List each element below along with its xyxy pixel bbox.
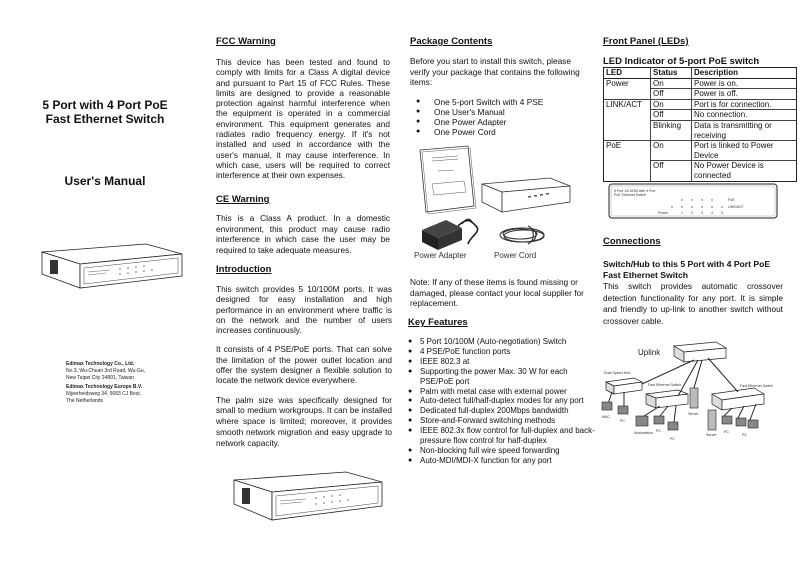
company-addresses: Edimax Technology Co., Ltd. No.3, Wu-Chuan 3rd Road, Wu-Gu, New Taipei City 24891, Taiwan Edimax Technology Europe B.V. Nijverheidsweg 34, 5683 CJ Best, The Netherlands <box>66 361 146 405</box>
power-adapter-icon <box>422 219 478 250</box>
list-item: ● Dedicated full-duplex 200Mbps bandwidth <box>408 406 598 416</box>
package-section <box>410 36 590 137</box>
caption-power-cord: Power Cord <box>494 251 537 260</box>
list-item: ● One User's Manual <box>416 107 590 117</box>
package-heading: Package Contents <box>410 36 493 47</box>
intro-para-2: It consists of 4 PSE/PoE ports. That can solve the limitation of the power outlet location and offer the system designer a flexible solution to locate the network device everywhere. <box>216 344 392 386</box>
features-section <box>408 317 598 466</box>
features-heading: Key Features <box>408 317 468 328</box>
svg-text:LINK/ACT: LINK/ACT <box>728 205 744 209</box>
col-status: Status <box>651 68 692 78</box>
switch-icon <box>482 178 570 212</box>
package-note <box>410 277 590 309</box>
svg-text:PC: PC <box>724 430 729 434</box>
svg-text:MAC: MAC <box>602 415 610 419</box>
fcc-heading: FCC Warning <box>216 36 276 47</box>
svg-text:4: 4 <box>711 211 713 215</box>
table-row: Off Power is off. <box>604 89 796 100</box>
list-item: ● IEEE 802.3x flow control for full-duplex and back-pressure flow control for half-duplex <box>408 426 598 446</box>
led-table-frame <box>603 67 797 182</box>
connections-subheading: Switch/Hub to this 5 Port with 4 Port PoE Fast Ethernet Switch <box>603 259 771 280</box>
svg-text:3: 3 <box>701 211 703 215</box>
package-note-text: Note: If any of these items is found missing or damaged, please contact your local supplier for replacement. <box>410 277 584 308</box>
list-item: ● Store-and-Forward switching methods <box>408 416 598 426</box>
power-cord-icon <box>500 226 544 244</box>
intro-para-1: This switch provides 5 10/100M ports. It was designed for easy installation and high performance in an environment where traffic is on the network and the number of users increases continuously. <box>216 284 392 336</box>
list-item: ● Auto-MDI/MDI-X function for any port <box>408 456 598 466</box>
company-name-taiwan: Edimax Technology Co., Ltd. <box>66 361 135 367</box>
svg-text:PoE Ethernet Switch: PoE Ethernet Switch <box>614 193 647 197</box>
svg-text:PC: PC <box>670 437 675 441</box>
list-item: ● One 5-port Switch with 4 PSE <box>416 97 590 107</box>
uplink-label: Uplink <box>638 348 661 357</box>
list-item: ● Non-blocking full wire speed forwarding <box>408 446 598 456</box>
svg-text:Fast Ethernet Switch: Fast Ethernet Switch <box>648 383 682 387</box>
ce-body: This is a Class A product. In a domestic environment, this product may cause radio interference in which case the user may be required to take adequate measures. <box>216 213 390 255</box>
list-item: ● 4 PSE/PoE function ports <box>408 347 598 357</box>
table-row: LINK/ACT On Port is for connection. <box>604 99 796 110</box>
cover-subtitle: User's Manual <box>64 174 146 188</box>
network-diagram <box>598 336 802 446</box>
svg-text:Server: Server <box>706 433 717 437</box>
company-name-europe: Edimax Technology Europe B.V. <box>66 383 143 390</box>
front-panel-heading: Front Panel (LEDs) <box>603 36 689 47</box>
manual-icon <box>420 146 476 214</box>
table-row: PoE On Port is linked to Power Device <box>604 141 796 161</box>
fcc-section <box>216 36 390 181</box>
table-row: Off No Power Device is connected <box>604 161 796 181</box>
list-item: ● One Power Adapter <box>416 117 590 127</box>
table-row: Power On Power is on. <box>606 78 739 88</box>
col-led: LED <box>604 68 651 78</box>
intro-section <box>216 264 392 449</box>
package-illustration <box>410 140 590 265</box>
fcc-body: This device has been tested and found to comply with limits for a Class A digital device and pursuant to Part 15 of FCC Rules. These limits are designed to provide a reasonable protection against harmful interference when the equipment is operated in a commercial environment. This equipment generates and radiates radio frequency energy. If it's not installed and used in accordance with the user's manual, it may cause interference. In which case, users will be required to correct interference at their own expenses. <box>216 57 390 181</box>
list-item: ● IEEE 802.3 at <box>408 357 598 367</box>
svg-text:PC: PC <box>656 429 661 433</box>
svg-text:5: 5 <box>721 211 723 215</box>
svg-text:Power: Power <box>658 211 668 215</box>
list-item: ● Palm with metal case with external power <box>408 387 598 397</box>
svg-text:1: 1 <box>681 211 683 215</box>
package-intro: Before you start to install this switch, please verify your package that contains the following items: <box>410 56 580 87</box>
caption-power-adapter: Power Adapter <box>414 251 467 260</box>
svg-text:PC: PC <box>620 419 625 423</box>
intro-heading: Introduction <box>216 264 272 275</box>
list-item: ● One Power Cord <box>416 127 590 137</box>
list-item: ● 5 Port 10/100M (Auto-negotiation) Switch <box>408 337 598 347</box>
svg-text:2: 2 <box>691 211 693 215</box>
package-list <box>416 97 590 138</box>
connections-section <box>603 236 783 327</box>
svg-text:Fast Ethernet Switch: Fast Ethernet Switch <box>740 384 774 388</box>
features-list <box>408 337 598 466</box>
ce-heading: CE Warning <box>216 194 270 205</box>
led-table-title: LED Indicator of 5-port PoE switch <box>603 56 760 67</box>
svg-text:Workstation: Workstation <box>634 431 653 435</box>
switch-illustration-intro <box>228 466 388 526</box>
connections-body: This switch provides automatic crossover detection functionality for any port. It is simple and friendly to up-link to another switch without crossover cable. <box>603 281 783 326</box>
switch-illustration-cover <box>36 238 186 294</box>
led-table <box>604 68 796 181</box>
svg-text:Server: Server <box>688 412 699 416</box>
svg-text:PoE: PoE <box>728 198 735 202</box>
front-panel-section <box>603 36 799 187</box>
intro-para-3: The palm size was specifically designed for small to medium workgroups. It can be installed where space is limited; moreover, it provides smooth network migration and easy upgrade to network capacity. <box>216 394 392 448</box>
list-item: ● Supporting the power Max. 30 W for each PSE/PoE port <box>408 367 598 387</box>
front-panel-diagram <box>608 183 778 219</box>
table-row: Off No connection. <box>604 110 796 121</box>
svg-text:PC: PC <box>742 433 747 437</box>
svg-text:Dual Speed Hub: Dual Speed Hub <box>604 371 631 375</box>
cover-title: 5 Port with 4 Port PoE Fast Ethernet Switch <box>42 98 168 126</box>
ce-section <box>216 194 390 255</box>
connections-heading: Connections <box>603 236 661 247</box>
col-description: Description <box>692 68 797 78</box>
table-row: Blinking Data is transmitting or receiving <box>604 120 796 140</box>
svg-text:5 Port 10/100M with 4 Port: 5 Port 10/100M with 4 Port <box>614 189 656 193</box>
list-item: ● Auto-detect full/half-duplex modes for any port <box>408 396 598 406</box>
